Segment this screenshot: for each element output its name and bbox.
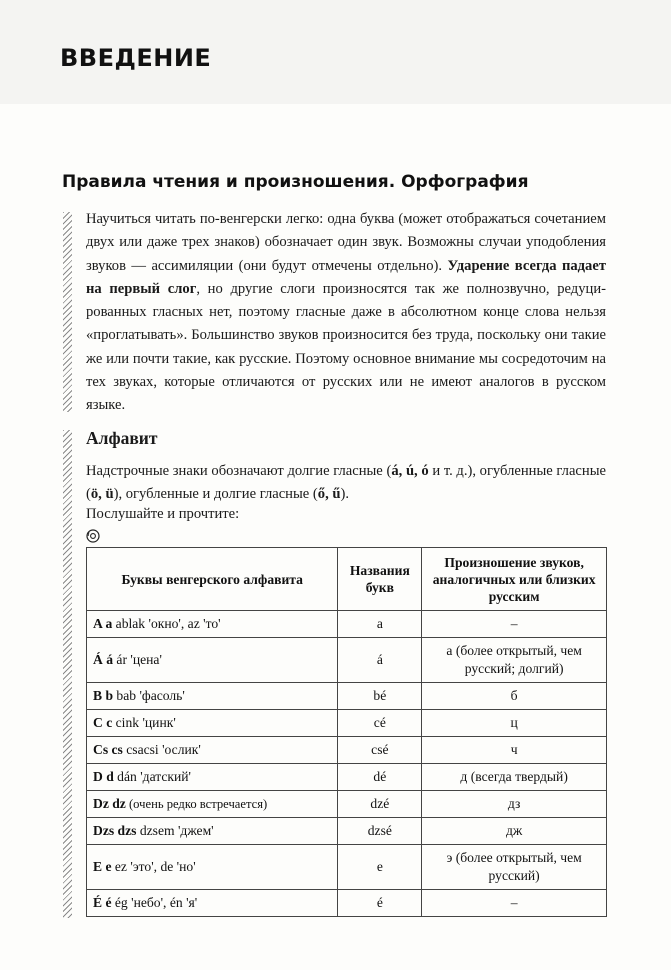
letter: D d bbox=[93, 769, 114, 784]
pron-cell: э (более открытый, чем русский) bbox=[422, 845, 607, 890]
table-row bbox=[87, 791, 607, 818]
header-names: Названия букв bbox=[338, 548, 422, 611]
section-title: Правила чтения и произношения. Орфография bbox=[62, 172, 529, 192]
example: dán 'датский' bbox=[113, 769, 191, 784]
pron-cell: д (всегда твердый) bbox=[422, 764, 607, 791]
intro-text: , но другие слоги произносятся так же полнозвучно, редуцированных гласных нет, поэтому гласные даже в абсолютном конце слова нельзя «проглатывать». Большинство звуков произносится без труда, поскольку они такие же или почти такие, как русские. Поэтому основное внимание мы сосредоточим на тех звуках, которые отличаются от русских или не имеют аналогов в русском языке. bbox=[86, 280, 607, 414]
letter-cell bbox=[87, 791, 338, 818]
example: csacsi 'ослик' bbox=[122, 742, 201, 757]
example: cink 'цинк' bbox=[112, 715, 176, 730]
note-text: и т. д.), огубленные гласные ( bbox=[86, 463, 607, 503]
alphabet-note bbox=[86, 460, 606, 507]
name-cell: á bbox=[338, 638, 422, 683]
letter-cell bbox=[87, 845, 338, 890]
name-cell: é bbox=[338, 890, 422, 917]
example: ég 'небо', én 'я' bbox=[111, 895, 198, 910]
audio-icon[interactable] bbox=[86, 529, 100, 543]
name-cell: dzsé bbox=[338, 818, 422, 845]
table-row bbox=[87, 818, 607, 845]
table-row bbox=[87, 710, 607, 737]
example: (очень редко встречается) bbox=[125, 797, 268, 811]
note-text: ). bbox=[340, 486, 350, 503]
intro-paragraph bbox=[86, 208, 606, 418]
letter-cell bbox=[87, 638, 338, 683]
chapter-title: ВВЕДЕНИЕ bbox=[60, 44, 212, 72]
table-row bbox=[87, 611, 607, 638]
letter: Á á bbox=[93, 652, 114, 667]
pron-cell: дж bbox=[422, 818, 607, 845]
name-cell: dé bbox=[338, 764, 422, 791]
margin-hatch bbox=[63, 212, 72, 412]
letter: B b bbox=[93, 688, 114, 703]
letter: Dzs dzs bbox=[93, 823, 137, 838]
alphabet-table bbox=[86, 547, 607, 917]
example: ár 'цена' bbox=[113, 652, 162, 667]
table-row bbox=[87, 764, 607, 791]
pron-cell: – bbox=[422, 890, 607, 917]
stress-rule: Ударение всегда падает на первый слог bbox=[86, 257, 606, 297]
letter-cell bbox=[87, 818, 338, 845]
example: ablak 'окно', az 'то' bbox=[112, 616, 221, 631]
name-cell: cé bbox=[338, 710, 422, 737]
name-cell: csé bbox=[338, 737, 422, 764]
letter-cell bbox=[87, 611, 338, 638]
note-text: ), огубленные и долгие гласные ( bbox=[113, 486, 318, 503]
example: bab 'фасоль' bbox=[113, 688, 185, 703]
pron-cell: б bbox=[422, 683, 607, 710]
letter-cell bbox=[87, 737, 338, 764]
pron-cell: ц bbox=[422, 710, 607, 737]
table-header-row bbox=[87, 548, 607, 611]
letter-cell bbox=[87, 764, 338, 791]
margin-hatch bbox=[63, 430, 72, 918]
alphabet-title: Алфавит bbox=[86, 428, 158, 448]
header-letters: Буквы венгерского алфавита bbox=[87, 548, 338, 611]
letter-cell bbox=[87, 710, 338, 737]
name-cell: dzé bbox=[338, 791, 422, 818]
name-cell: e bbox=[338, 845, 422, 890]
letter: C c bbox=[93, 715, 113, 730]
letter: É é bbox=[93, 895, 112, 910]
example: ez 'это', de 'но' bbox=[111, 859, 196, 874]
pron-cell: ч bbox=[422, 737, 607, 764]
header-pronunciation: Произношение звуков, аналогичных или близких русским bbox=[422, 548, 607, 611]
letter: Cs cs bbox=[93, 742, 123, 757]
letter-cell bbox=[87, 683, 338, 710]
letter: Dz dz bbox=[93, 796, 126, 811]
letter: A a bbox=[93, 616, 113, 631]
table-row bbox=[87, 737, 607, 764]
table-row bbox=[87, 683, 607, 710]
note-letters: ö, ü bbox=[90, 486, 114, 503]
note-letters: ő, ű bbox=[317, 486, 341, 503]
pron-cell: а (более открытый, чем русский; долгий) bbox=[422, 638, 607, 683]
intro-text: Научиться читать по-венгерски легко: одна буква (может отображаться сочетанием двух или даже трех знаков) обозначает один звук. Возможны случаи уподобления звуков — ассимиляции (они будут отмечены отдельно). bbox=[86, 211, 606, 274]
name-cell: bé bbox=[338, 683, 422, 710]
example: dzsem 'джем' bbox=[136, 823, 214, 838]
name-cell: a bbox=[338, 611, 422, 638]
table-row bbox=[87, 845, 607, 890]
listen-instruction: Послушайте и прочтите: bbox=[86, 506, 240, 522]
note-text: Надстрочные знаки обозначают долгие гласные ( bbox=[86, 463, 392, 479]
pron-cell: дз bbox=[422, 791, 607, 818]
pron-cell: – bbox=[422, 611, 607, 638]
letter-cell bbox=[87, 890, 338, 917]
letter: E e bbox=[93, 859, 112, 874]
note-letters: á, ú, ó bbox=[391, 463, 429, 479]
table-row bbox=[87, 638, 607, 683]
table-row bbox=[87, 890, 607, 917]
